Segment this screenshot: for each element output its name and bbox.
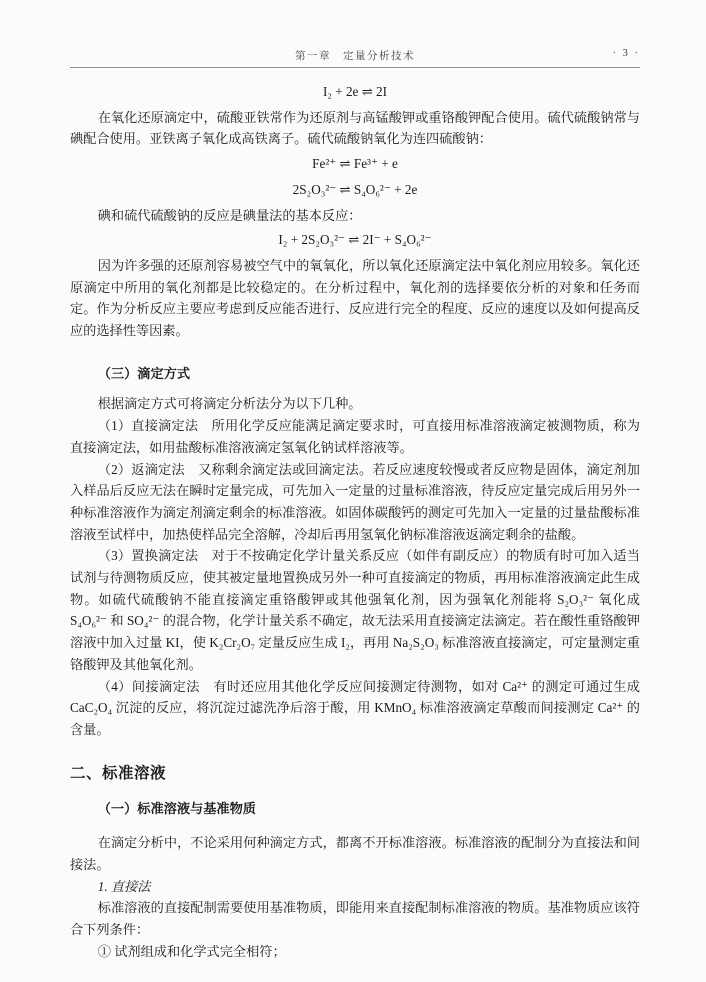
subsection-heading-standard-vs-primary: （一）标准溶液与基准物质 [97, 801, 256, 817]
paragraph-primary-standard-requirement: 标准溶液的直接配制需要使用基准物质，即能用来直接配制标准溶液的物质。基准物质应该符合下列条件： [70, 900, 640, 937]
list-item-direct-titration: （1）直接滴定法 所用化学反应能满足滴定要求时，可直接用标准溶液滴定被测物质，称为直接滴定法，如用盐酸标准溶液滴定氢氧化钠试样溶液等。 [70, 418, 640, 455]
list-item-condition-1: ① 试剂组成和化学式完全相符； [97, 943, 286, 959]
equation-group [70, 153, 640, 200]
equation-iodine: I₂ + 2e ⇌ 2I [322, 84, 388, 99]
page-number: · 3 · [612, 48, 640, 59]
list-item-displacement-titration: （3）置换滴定法 对于不按确定化学计量关系反应（如伴有副反应）的物质有时可加入适当试剂与待测物质反应，使其被定量地置换成另外一种可直接滴定的物质，再用标准溶液滴定此生成物。如硫代硫酸钠不能直接滴定重铬酸钾或其他强氧化剂，因为强氧化剂能将 S₂O₃²⁻ 氧化成 S₄O₆²⁻ 和 SO₄²⁻ 的混合物，化学计量关系不确定，故无法采用直接滴定法滴定。若在酸性重铬酸钾溶液中加入过量 KI，使 K₂Cr₂O₇ 定量反应生成 I₂，再用 Na₂S₂O₃ 标准溶液直接滴定，可定量测定重铬酸钾及其他氧化剂。 [70, 548, 640, 672]
paragraph-oxidant-choice: 因为许多强的还原剂容易被空气中的氧氧化，所以氧化还原滴定法中氧化剂应用较多。氧化还原滴定中所用的氧化剂都是比较稳定的。在分析过程中，氧化剂的选择要依分析的对象和任务而定。作为分析反应主要应考虑到反应能否进行、反应进行完全的程度、反应的速度以及如何提高反应的选择性等因素。 [70, 257, 640, 339]
paragraph-standard-solution-intro: 在滴定分析中，不论采用何种滴定方式，都离不开标准溶液。标准溶液的配制分为直接法和间接法。 [70, 835, 640, 872]
equation-iodometry-reaction: I₂ + 2S₂O₃²⁻ ⇌ 2I⁻ + S₄O₆²⁻ [278, 232, 432, 248]
paragraph-redox-intro: 在氧化还原滴定中，硫酸亚铁常作为还原剂与高锰酸钾或重铬酸钾配合使用。硫代硫酸钠常与碘配合使用。亚铁离子氧化成高铁离子。硫代硫酸钠氧化为连四硫酸钠： [70, 109, 640, 147]
page-header [70, 48, 640, 64]
equation-iron: Fe²⁺ ⇌ Fe³⁺ + e [312, 156, 398, 172]
section-heading-standard-solution: 二、标准溶液 [70, 764, 167, 782]
list-item-indirect-titration: （4）间接滴定法 有时还应用其他化学反应间接测定待测物，如对 Ca²⁺ 的测定可通过生成 CaC₂O₄ 沉淀的反应，将沉淀过滤洗净后溶于酸，用 KMnO₄ 标准溶液滴定草酸而间接测定 Ca²⁺ 的含量。 [70, 678, 640, 737]
header-rule [70, 67, 640, 68]
paragraph-iodometry: 碘和硫代硫酸钠的反应是碘量法的基本反应： [97, 207, 362, 223]
list-item-back-titration: （2）返滴定法 又称剩余滴定法或回滴定法。若反应速度较慢或者反应物是固体，滴定剂加入样品后反应无法在瞬时定量完成，可先加入一定量的过量标准溶液，待反应定量完成后用另外一种标准溶液作为滴定剂滴定剩余的标准溶液。如固体碳酸钙的测定可先加入一定量的过量盐酸标准溶液至试样中，加热使样品完全溶解，冷却后再用氢氧化钠标准溶液返滴定剩余的盐酸。 [70, 461, 640, 542]
equation-thiosulfate: 2S₂O₃²⁻ ⇌ S₄O₆²⁻ + 2e [292, 181, 418, 197]
page-content [70, 81, 640, 962]
chapter-title: 第一章 定量分析技术 [295, 51, 415, 62]
subsection-heading-titration-modes: （三）滴定方式 [97, 365, 191, 381]
paragraph-direct-method-label: 1. 直接法 [97, 878, 151, 894]
paragraph-modes-intro: 根据滴定方式可将滴定分析法分为以下几种。 [97, 396, 362, 412]
